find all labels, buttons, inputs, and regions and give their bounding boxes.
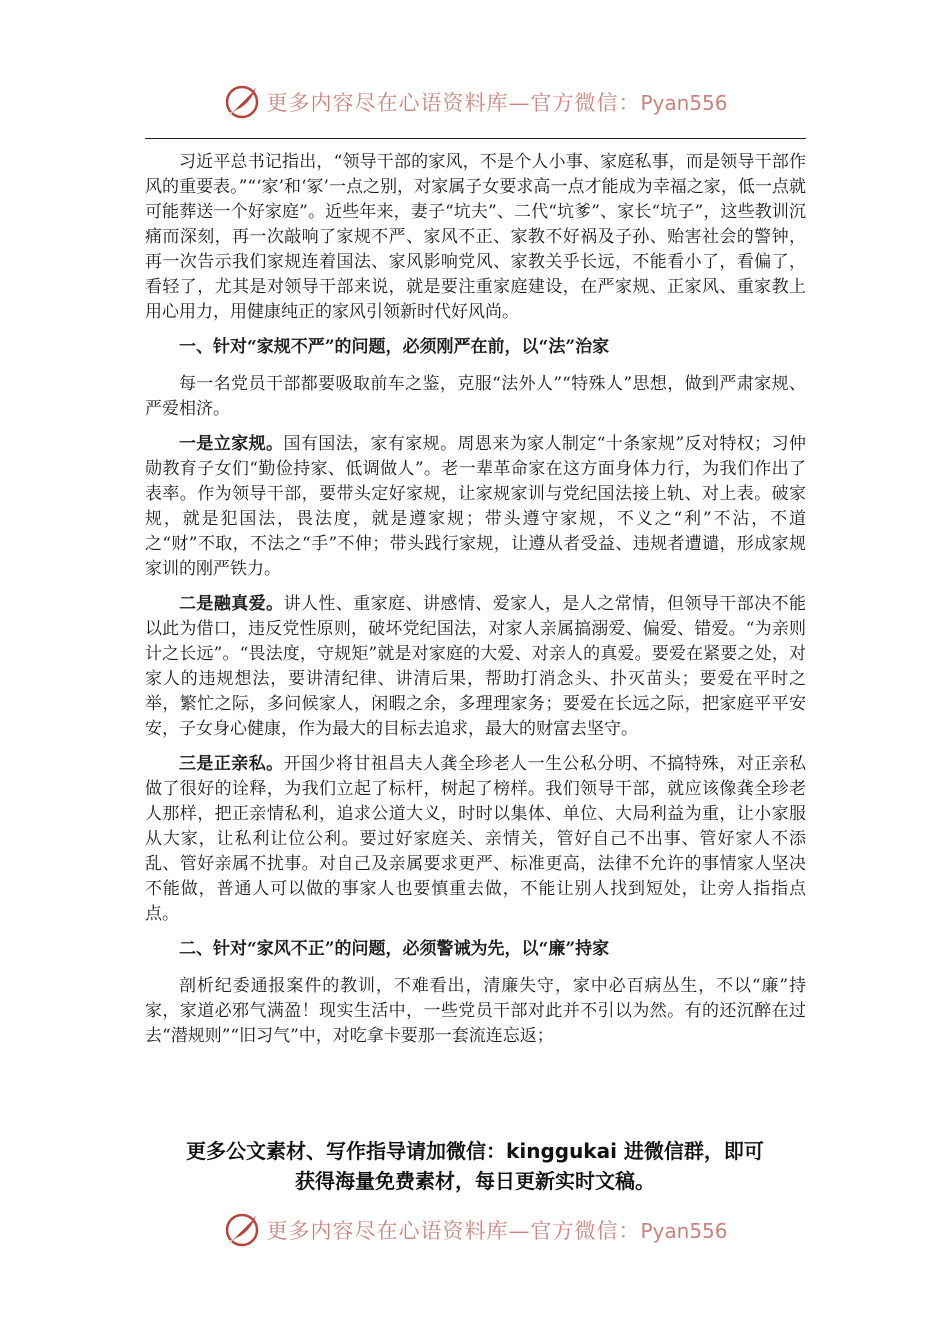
header-divider [145, 138, 806, 139]
footer-banner-text: 更多内容尽在心语资料库—官方微信：Pyan556 [266, 1219, 728, 1243]
point1-title: 一是立家规。 [179, 434, 284, 454]
quill-logo-icon [222, 1210, 262, 1250]
point1-text: 国有国法，家有家规。周恩来为家人制定“十条家规”反对特权；习仲勋教育子女们“勤俭持家、低调做人”。老一辈革命家在这方面身体力行，为我们作出了表率。作为领导干部，要带头定好家规，让家规家训与党纪国法接上轨、对上表。破家规，就是犯国法，畏法度，就是遵家规；带头遵守家规，不义之“利”不沾，不道之“财”不取，不法之“手”不伸；带头践行家规，让遵从者受益、违规者遭谴，形成家规家训的刚严铁力。 [145, 434, 806, 579]
point3-paragraph [145, 752, 806, 927]
promo-line-1: 更多公文素材、写作指导请加微信：kinggukai 进微信群，即可 [186, 1139, 764, 1163]
section2-heading: 二、针对“家风不正”的问题，必须警诫为先，以“廉”持家 [179, 939, 610, 959]
quill-logo-icon [222, 82, 262, 122]
section2-intro: 剖析纪委通报案件的教训，不难看出，清廉失守，家中必百病丛生，不以“廉”持家，家道必邪气满盈！现实生活中，一些党员干部对此并不引以为然。有的还沉醉在过去“潜规则”“旧习气”中，对吃拿卡要那一套流连忘返； [145, 976, 806, 1046]
footer-wechat-id: Pyan556 [640, 1219, 728, 1243]
footer-banner [0, 1208, 950, 1252]
point1-paragraph [145, 432, 806, 582]
point2-text: 讲人性、重家庭、讲感情、爱家人，是人之常情，但领导干部决不能以此为借口，违反党性原则，破坏党纪国法，对家人亲属搞溺爱、偏爱、错爱。“为亲则计之长远”。“畏法度，守规矩”就是对家庭的大爱、对亲人的真爱。要爱在紧要之处，对家人的违规想法，要讲清纪律、讲清后果，帮助打消念头、扑灭苗头；要爱在平时之举，繁忙之际，多问候家人，闲暇之余，多理理家务；要爱在长远之际，把家庭平平安安，子女身心健康，作为最大的目标去追求，最大的财富去坚守。 [145, 594, 807, 739]
header-banner [0, 80, 950, 124]
point3-text: 开国少将甘祖昌夫人龚全珍老人一生公私分明、不搞特殊，对正亲私做了很好的诠释，为我们立起了标杆，树起了榜样。我们领导干部，就应该像龚全珍老人那样，把正亲情私利，追求公道大义，时时以集体、单位、大局利益为重，让小家服从大家，让私利让位公利。要过好家庭关、亲情关，管好自己不出事、管好家人不添乱、管好亲属不扰事。对自己及亲属要求更严、标准更高，法律不允许的事情家人坚决不能做，普通人可以做的事家人也要慎重去做，不能让别人找到短处，让旁人指指点点。 [145, 754, 807, 924]
document-body [145, 150, 806, 1059]
point2-title: 二是融真爱。 [179, 594, 284, 614]
point2-paragraph [145, 592, 806, 742]
section1-intro: 每一名党员干部都要吸取前车之鉴，克服“法外人”“特殊人”思想，做到严肃家规、严爱相济。 [145, 374, 806, 419]
section1-heading: 一、针对“家规不严”的问题，必须刚严在前，以“法”治家 [179, 337, 610, 357]
point3-title: 三是正亲私。 [179, 754, 284, 774]
promo-line-2: 获得海量免费素材，每日更新实时文稿。 [295, 1169, 655, 1193]
intro-paragraph: 习近平总书记指出，“领导干部的家风，不是个人小事、家庭私事，而是领导干部作风的重要表。”“‘家’和‘冢’一点之别，对家属子女要求高一点才能成为幸福之家，低一点就可能葬送一个好家庭”。近些年来，妻子“坑夫”、二代“坑爹”、家长“坑子”，这些教训沉痛而深刻，再一次敲响了家规不严、家风不正、家教不好祸及子孙、贻害社会的警钟，再一次告示我们家规连着国法、家风影响党风、家教关乎长远，不能看小了，看偏了，看轻了，尤其是对领导干部来说，就是要注重家庭建设，在严家规、正家风、重家教上用心用力，用健康纯正的家风引领新时代好风尚。 [145, 152, 806, 322]
header-wechat-id: Pyan556 [640, 91, 728, 115]
promo-notice [120, 1136, 830, 1196]
header-banner-text: 更多内容尽在心语资料库—官方微信：Pyan556 [266, 91, 728, 115]
